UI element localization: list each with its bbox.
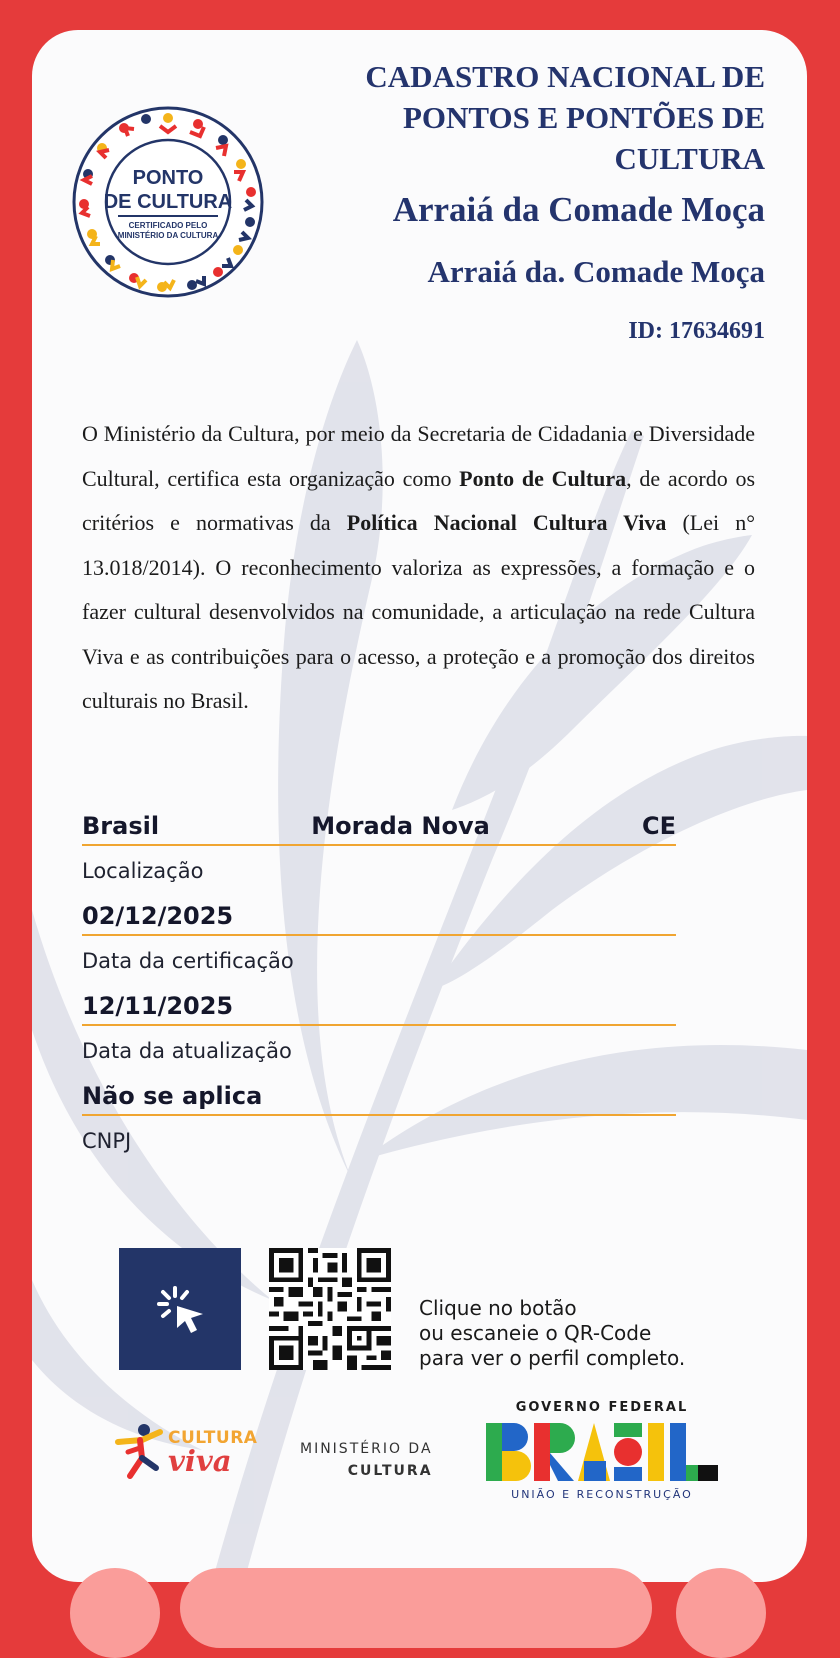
svg-text:PONTO: PONTO (132, 167, 204, 189)
cultura-viva-figure-icon (112, 1422, 166, 1484)
ministerio-da-cultura-logo: MINISTÉRIO DA CULTURA (300, 1441, 433, 1479)
cert-date-row (82, 896, 676, 936)
registration-id: ID: 17634691 (628, 318, 765, 344)
registry-title: CADASTRO NACIONAL DE PONTOS E PONTÕES DE CULTURA (365, 59, 765, 176)
svg-text:MINISTÉRIO DA CULTURA: MINISTÉRIO DA CULTURA (117, 231, 219, 240)
cnpj-row (82, 1076, 676, 1116)
country-value: Brasil (82, 812, 160, 840)
header-titles (295, 56, 765, 345)
seal-icon (70, 104, 266, 300)
svg-text:DE CULTURA: DE CULTURA (103, 191, 233, 213)
brasil-wordmark-icon (486, 1419, 718, 1483)
location-row (82, 806, 676, 846)
organization-subname: Arraiá da. Comade Moça (427, 254, 765, 289)
pointer-click-icon (119, 1248, 241, 1370)
organization-name: Arraiá da Comade Moça (392, 190, 765, 229)
open-profile-button[interactable] (119, 1248, 241, 1370)
footer-logos (32, 1400, 807, 1520)
qr-code-icon (269, 1248, 391, 1370)
city-value: Morada Nova (311, 812, 490, 840)
svg-text:CERTIFICADO PELO: CERTIFICADO PELO (128, 221, 208, 230)
update-date-row (82, 986, 676, 1026)
profile-instructions: Clique no botão ou escaneie o QR-Code para ver o perfil completo. (419, 1296, 686, 1370)
certificate-text: O Ministério da Cultura, por meio da Secretaria de Cidadania e Diversidade Cultural, certifica esta organização como Ponto de Cultura, de acordo os critérios e normativas da Política Nacional Cultura Viva (Lei n° 13.018/2014). O reconhecimento valoriza as expressões, a formação e o fazer cultural desenvolvidos na comunidade, a articulação na rede Cultura Viva e as contribuições para o acesso, a proteção e a promoção dos direitos culturais no Brasil. (82, 421, 756, 713)
state-value: CE (641, 812, 676, 840)
certificate-card (32, 30, 807, 1582)
location-label: Localização (82, 859, 204, 883)
cert-date-label: Data da certificação (82, 949, 294, 973)
ponto-de-cultura-seal (70, 104, 266, 300)
cnpj-value: Não se aplica (82, 1082, 263, 1110)
info-fields (82, 806, 676, 1166)
cert-date-value: 02/12/2025 (82, 902, 234, 930)
cnpj-label: CNPJ (82, 1129, 132, 1153)
qr-code[interactable] (269, 1248, 391, 1370)
governo-federal-logo: GOVERNO FEDERAL UNIÃO E RECONSTRUÇÃO (482, 1400, 722, 1501)
update-date-value: 12/11/2025 (82, 992, 234, 1020)
update-date-label: Data da atualização (82, 1039, 292, 1063)
cultura-viva-logo: CULTURA viva (112, 1422, 166, 1489)
